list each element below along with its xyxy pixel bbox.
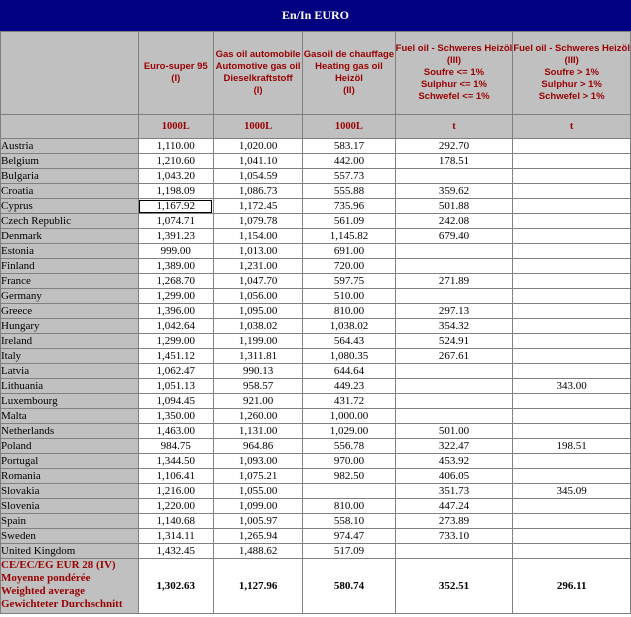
table-row bbox=[1, 529, 631, 544]
unit-corner bbox=[1, 115, 139, 139]
table-row bbox=[1, 259, 631, 274]
table-row bbox=[1, 274, 631, 289]
value-cell[interactable]: 1,154.00 bbox=[213, 229, 302, 244]
column-header-line: Sulphur > 1% bbox=[541, 79, 602, 90]
value-cell[interactable] bbox=[395, 289, 513, 304]
country-cell[interactable]: Denmark bbox=[1, 229, 139, 244]
table-row bbox=[1, 394, 631, 409]
value-cell[interactable]: 1,047.70 bbox=[213, 274, 302, 289]
value-cell[interactable]: 1,268.70 bbox=[138, 274, 213, 289]
column-header-line: Heizöl bbox=[334, 73, 363, 84]
value-cell[interactable]: 1,231.00 bbox=[213, 259, 302, 274]
value-cell[interactable] bbox=[513, 529, 631, 544]
table-row bbox=[1, 379, 631, 394]
value-cell[interactable]: 442.00 bbox=[303, 154, 395, 169]
value-cell[interactable]: 1,131.00 bbox=[213, 424, 302, 439]
country-cell[interactable]: Luxembourg bbox=[1, 394, 139, 409]
value-cell[interactable]: 1,054.59 bbox=[213, 169, 302, 184]
value-cell[interactable]: 1,260.00 bbox=[213, 409, 302, 424]
value-cell[interactable]: 1,106.41 bbox=[138, 469, 213, 484]
value-cell[interactable]: 345.09 bbox=[513, 484, 631, 499]
value-cell[interactable]: 1,093.00 bbox=[213, 454, 302, 469]
value-cell[interactable] bbox=[513, 469, 631, 484]
country-cell[interactable]: Poland bbox=[1, 439, 139, 454]
column-header-euro-super[interactable] bbox=[138, 32, 213, 115]
column-header-fuel-oil-high-sulphur[interactable] bbox=[513, 32, 631, 115]
column-header-line: Fuel oil - Schweres Heizöl bbox=[513, 43, 630, 54]
value-cell[interactable]: 1,110.00 bbox=[138, 139, 213, 154]
value-cell[interactable]: 555.88 bbox=[303, 184, 395, 199]
table-row bbox=[1, 229, 631, 244]
value-cell[interactable] bbox=[513, 334, 631, 349]
value-cell[interactable] bbox=[303, 484, 395, 499]
table-row bbox=[1, 544, 631, 559]
value-cell[interactable]: 1,463.00 bbox=[138, 424, 213, 439]
table-row bbox=[1, 199, 631, 214]
value-cell[interactable] bbox=[513, 304, 631, 319]
value-cell[interactable]: 1,055.00 bbox=[213, 484, 302, 499]
value-cell[interactable] bbox=[395, 259, 513, 274]
value-cell[interactable]: 1,311.81 bbox=[213, 349, 302, 364]
country-cell[interactable]: Greece bbox=[1, 304, 139, 319]
value-cell[interactable]: 1,099.00 bbox=[213, 499, 302, 514]
value-cell[interactable]: 982.50 bbox=[303, 469, 395, 484]
value-cell[interactable]: 406.05 bbox=[395, 469, 513, 484]
country-cell[interactable]: Sweden bbox=[1, 529, 139, 544]
value-cell[interactable] bbox=[513, 169, 631, 184]
column-header-row bbox=[1, 32, 631, 115]
table-title-banner bbox=[0, 0, 631, 31]
value-cell[interactable] bbox=[513, 349, 631, 364]
value-cell[interactable]: 1,198.09 bbox=[138, 184, 213, 199]
value-cell[interactable] bbox=[513, 514, 631, 529]
country-cell[interactable]: Latvia bbox=[1, 364, 139, 379]
country-cell[interactable]: Bulgaria bbox=[1, 169, 139, 184]
value-cell[interactable]: 510.00 bbox=[303, 289, 395, 304]
column-header-line: Soufre <= 1% bbox=[423, 67, 485, 78]
value-cell[interactable] bbox=[513, 544, 631, 559]
value-cell[interactable]: 1,488.62 bbox=[213, 544, 302, 559]
table-row bbox=[1, 334, 631, 349]
country-cell[interactable]: Finland bbox=[1, 259, 139, 274]
value-cell[interactable]: 679.40 bbox=[395, 229, 513, 244]
value-cell[interactable]: 1,199.00 bbox=[213, 334, 302, 349]
table-title: En/In EURO bbox=[281, 8, 350, 22]
value-cell[interactable]: 449.23 bbox=[303, 379, 395, 394]
average-label-line: CE/EC/EG EUR 28 (IV) bbox=[1, 559, 116, 571]
value-cell[interactable]: 557.73 bbox=[303, 169, 395, 184]
value-cell[interactable]: 1,210.60 bbox=[138, 154, 213, 169]
value-cell[interactable]: 1,220.00 bbox=[138, 499, 213, 514]
unit-label: t bbox=[513, 115, 631, 139]
table-row bbox=[1, 454, 631, 469]
average-label-line: Weighted average bbox=[1, 585, 86, 597]
country-cell[interactable]: Croatia bbox=[1, 184, 139, 199]
value-cell[interactable]: 1,074.71 bbox=[138, 214, 213, 229]
value-cell[interactable]: 1,080.35 bbox=[303, 349, 395, 364]
table-row bbox=[1, 499, 631, 514]
average-value[interactable]: 296.11 bbox=[513, 559, 631, 614]
value-cell[interactable]: 178.51 bbox=[395, 154, 513, 169]
column-header-line: (II) bbox=[343, 85, 355, 96]
value-cell[interactable] bbox=[395, 244, 513, 259]
value-cell[interactable]: 1,056.00 bbox=[213, 289, 302, 304]
table-row bbox=[1, 139, 631, 154]
country-cell[interactable]: France bbox=[1, 274, 139, 289]
value-cell[interactable]: 351.73 bbox=[395, 484, 513, 499]
value-cell[interactable]: 1,005.97 bbox=[213, 514, 302, 529]
table-row bbox=[1, 184, 631, 199]
value-cell[interactable]: 343.00 bbox=[513, 379, 631, 394]
value-cell[interactable]: 1,172.45 bbox=[213, 199, 302, 214]
value-cell[interactable]: 1,432.45 bbox=[138, 544, 213, 559]
value-cell[interactable]: 359.62 bbox=[395, 184, 513, 199]
average-value[interactable]: 1,302.63 bbox=[138, 559, 213, 614]
value-cell[interactable] bbox=[513, 319, 631, 334]
average-value[interactable]: 352.51 bbox=[395, 559, 513, 614]
average-label-line: Gewichteter Durchschnitt bbox=[1, 598, 123, 610]
table-row bbox=[1, 484, 631, 499]
column-header-line: (III) bbox=[446, 55, 462, 66]
country-cell[interactable]: Czech Republic bbox=[1, 214, 139, 229]
value-cell[interactable]: 273.89 bbox=[395, 514, 513, 529]
value-cell[interactable] bbox=[395, 544, 513, 559]
value-cell[interactable]: 1,314.11 bbox=[138, 529, 213, 544]
country-cell[interactable]: Romania bbox=[1, 469, 139, 484]
value-cell[interactable]: 733.10 bbox=[395, 529, 513, 544]
value-cell[interactable] bbox=[513, 454, 631, 469]
table-row bbox=[1, 244, 631, 259]
table-row bbox=[1, 409, 631, 424]
country-cell[interactable]: Italy bbox=[1, 349, 139, 364]
value-cell[interactable] bbox=[513, 229, 631, 244]
average-value[interactable]: 580.74 bbox=[303, 559, 395, 614]
country-cell[interactable]: Belgium bbox=[1, 154, 139, 169]
country-cell[interactable]: Hungary bbox=[1, 319, 139, 334]
value-cell[interactable] bbox=[513, 274, 631, 289]
value-cell[interactable]: 1,299.00 bbox=[138, 289, 213, 304]
value-cell[interactable]: 271.89 bbox=[395, 274, 513, 289]
value-cell[interactable]: 1,145.82 bbox=[303, 229, 395, 244]
country-cell[interactable]: Slovakia bbox=[1, 484, 139, 499]
value-cell[interactable]: 644.64 bbox=[303, 364, 395, 379]
value-cell[interactable]: 297.13 bbox=[395, 304, 513, 319]
header-corner bbox=[1, 32, 139, 115]
selected-cell[interactable]: 1,167.92 bbox=[138, 199, 213, 214]
table-row bbox=[1, 439, 631, 454]
value-cell[interactable]: 958.57 bbox=[213, 379, 302, 394]
unit-label: 1000L bbox=[138, 115, 213, 139]
value-cell[interactable]: 447.24 bbox=[395, 499, 513, 514]
value-cell[interactable]: 354.32 bbox=[395, 319, 513, 334]
value-cell[interactable]: 517.09 bbox=[303, 544, 395, 559]
value-cell[interactable] bbox=[513, 424, 631, 439]
table-body bbox=[1, 139, 631, 559]
table-row bbox=[1, 349, 631, 364]
value-cell[interactable]: 970.00 bbox=[303, 454, 395, 469]
value-cell[interactable] bbox=[513, 289, 631, 304]
average-label-line: Moyenne pondérée bbox=[1, 572, 91, 584]
unit-label: 1000L bbox=[213, 115, 302, 139]
table-row bbox=[1, 319, 631, 334]
value-cell[interactable]: 1,042.64 bbox=[138, 319, 213, 334]
value-cell[interactable]: 1,051.13 bbox=[138, 379, 213, 394]
value-cell[interactable]: 964.86 bbox=[213, 439, 302, 454]
value-cell[interactable] bbox=[513, 259, 631, 274]
column-header-automotive-gas-oil[interactable] bbox=[213, 32, 302, 115]
value-cell[interactable]: 1,094.45 bbox=[138, 394, 213, 409]
country-cell[interactable]: Ireland bbox=[1, 334, 139, 349]
value-cell[interactable]: 735.96 bbox=[303, 199, 395, 214]
value-cell[interactable]: 198.51 bbox=[513, 439, 631, 454]
value-cell[interactable]: 501.00 bbox=[395, 424, 513, 439]
value-cell[interactable] bbox=[513, 199, 631, 214]
value-cell[interactable] bbox=[513, 364, 631, 379]
column-header-line: Sulphur <= 1% bbox=[420, 79, 487, 90]
value-cell[interactable] bbox=[513, 499, 631, 514]
value-cell[interactable]: 1,396.00 bbox=[138, 304, 213, 319]
value-cell[interactable]: 561.09 bbox=[303, 214, 395, 229]
average-label[interactable] bbox=[1, 559, 139, 614]
value-cell[interactable] bbox=[513, 244, 631, 259]
table-row bbox=[1, 304, 631, 319]
table-row bbox=[1, 214, 631, 229]
country-cell[interactable]: Portugal bbox=[1, 454, 139, 469]
value-cell[interactable]: 810.00 bbox=[303, 304, 395, 319]
value-cell[interactable]: 1,020.00 bbox=[213, 139, 302, 154]
value-cell[interactable] bbox=[395, 364, 513, 379]
table-row bbox=[1, 169, 631, 184]
column-header-line: Schwefel <= 1% bbox=[418, 91, 490, 102]
value-cell[interactable]: 267.61 bbox=[395, 349, 513, 364]
column-header-line: Fuel oil - Schweres Heizöl bbox=[395, 43, 513, 54]
table-row bbox=[1, 514, 631, 529]
value-cell[interactable]: 1,216.00 bbox=[138, 484, 213, 499]
value-cell[interactable] bbox=[395, 409, 513, 424]
value-cell[interactable] bbox=[513, 394, 631, 409]
value-cell[interactable]: 1,029.00 bbox=[303, 424, 395, 439]
value-cell[interactable]: 1,041.10 bbox=[213, 154, 302, 169]
value-cell[interactable]: 1,265.94 bbox=[213, 529, 302, 544]
value-cell[interactable]: 1,344.50 bbox=[138, 454, 213, 469]
value-cell[interactable]: 583.17 bbox=[303, 139, 395, 154]
country-cell[interactable]: Slovenia bbox=[1, 499, 139, 514]
value-cell[interactable]: 1,038.02 bbox=[303, 319, 395, 334]
country-cell[interactable]: Austria bbox=[1, 139, 139, 154]
value-cell[interactable]: 691.00 bbox=[303, 244, 395, 259]
value-cell[interactable]: 1,038.02 bbox=[213, 319, 302, 334]
column-header-line: (I) bbox=[253, 85, 263, 96]
average-row bbox=[1, 559, 631, 614]
value-cell[interactable]: 999.00 bbox=[138, 244, 213, 259]
value-cell[interactable]: 431.72 bbox=[303, 394, 395, 409]
value-cell[interactable]: 990.13 bbox=[213, 364, 302, 379]
value-cell[interactable] bbox=[513, 184, 631, 199]
value-cell[interactable]: 921.00 bbox=[213, 394, 302, 409]
unit-label: 1000L bbox=[303, 115, 395, 139]
value-cell[interactable]: 974.47 bbox=[303, 529, 395, 544]
country-cell[interactable]: Cyprus bbox=[1, 199, 139, 214]
value-cell[interactable]: 558.10 bbox=[303, 514, 395, 529]
unit-row bbox=[1, 115, 631, 139]
value-cell[interactable] bbox=[513, 214, 631, 229]
value-cell[interactable]: 1,140.68 bbox=[138, 514, 213, 529]
value-cell[interactable]: 1,079.78 bbox=[213, 214, 302, 229]
value-cell[interactable] bbox=[513, 409, 631, 424]
value-cell[interactable]: 597.75 bbox=[303, 274, 395, 289]
value-cell[interactable]: 984.75 bbox=[138, 439, 213, 454]
column-header-line: Automotive gas oil bbox=[215, 61, 301, 72]
column-header-line: Euro-super 95 bbox=[143, 61, 208, 72]
value-cell[interactable]: 810.00 bbox=[303, 499, 395, 514]
value-cell[interactable]: 322.47 bbox=[395, 439, 513, 454]
fuel-price-table bbox=[0, 31, 631, 614]
country-cell[interactable]: Spain bbox=[1, 514, 139, 529]
country-cell[interactable]: Estonia bbox=[1, 244, 139, 259]
value-cell[interactable]: 524.91 bbox=[395, 334, 513, 349]
table-row bbox=[1, 154, 631, 169]
value-cell[interactable]: 292.70 bbox=[395, 139, 513, 154]
column-header-line: Heating gas oil bbox=[315, 61, 383, 72]
column-header-line: Soufre > 1% bbox=[544, 67, 599, 78]
value-cell[interactable]: 1,000.00 bbox=[303, 409, 395, 424]
value-cell[interactable]: 564.43 bbox=[303, 334, 395, 349]
value-cell[interactable]: 556.78 bbox=[303, 439, 395, 454]
value-cell[interactable]: 1,013.00 bbox=[213, 244, 302, 259]
column-header-line: (III) bbox=[564, 55, 579, 66]
table-row bbox=[1, 469, 631, 484]
column-header-line: Gasoil de chauffage bbox=[303, 49, 395, 60]
value-cell[interactable] bbox=[395, 394, 513, 409]
column-header-fuel-oil-low-sulphur[interactable] bbox=[395, 32, 513, 115]
value-cell[interactable]: 242.08 bbox=[395, 214, 513, 229]
value-cell[interactable]: 453.92 bbox=[395, 454, 513, 469]
country-cell[interactable]: Lithuania bbox=[1, 379, 139, 394]
column-header-line: (I) bbox=[171, 73, 181, 84]
value-cell[interactable] bbox=[513, 154, 631, 169]
column-header-line: Dieselkraftstoff bbox=[223, 73, 293, 84]
country-cell[interactable]: Netherlands bbox=[1, 424, 139, 439]
value-cell[interactable] bbox=[395, 169, 513, 184]
value-cell[interactable] bbox=[513, 139, 631, 154]
value-cell[interactable]: 1,350.00 bbox=[138, 409, 213, 424]
column-header-heating-gas-oil[interactable] bbox=[303, 32, 395, 115]
value-cell[interactable]: 1,389.00 bbox=[138, 259, 213, 274]
value-cell[interactable]: 1,075.21 bbox=[213, 469, 302, 484]
country-cell[interactable]: Germany bbox=[1, 289, 139, 304]
value-cell[interactable]: 501.88 bbox=[395, 199, 513, 214]
column-header-line: Gas oil automobile bbox=[215, 49, 301, 60]
value-cell[interactable]: 720.00 bbox=[303, 259, 395, 274]
value-cell[interactable]: 1,086.73 bbox=[213, 184, 302, 199]
average-value[interactable]: 1,127.96 bbox=[213, 559, 302, 614]
value-cell[interactable]: 1,391.23 bbox=[138, 229, 213, 244]
table-row bbox=[1, 424, 631, 439]
country-cell[interactable]: Malta bbox=[1, 409, 139, 424]
country-cell[interactable]: United Kingdom bbox=[1, 544, 139, 559]
value-cell[interactable]: 1,299.00 bbox=[138, 334, 213, 349]
table-row bbox=[1, 364, 631, 379]
value-cell[interactable]: 1,043.20 bbox=[138, 169, 213, 184]
value-cell[interactable] bbox=[395, 379, 513, 394]
unit-label: t bbox=[395, 115, 513, 139]
value-cell[interactable]: 1,062.47 bbox=[138, 364, 213, 379]
table-row bbox=[1, 289, 631, 304]
value-cell[interactable]: 1,095.00 bbox=[213, 304, 302, 319]
column-header-line: Schwefel > 1% bbox=[538, 91, 605, 102]
value-cell[interactable]: 1,451.12 bbox=[138, 349, 213, 364]
